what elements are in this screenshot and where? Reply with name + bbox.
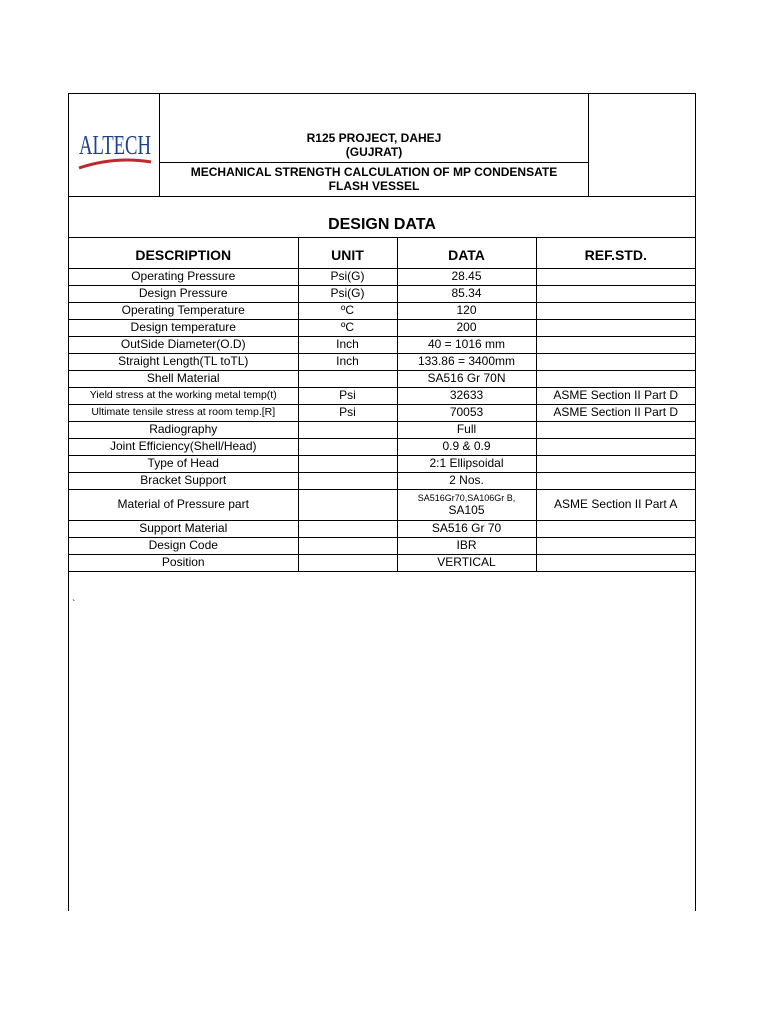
row-data: 0.9 & 0.9: [397, 438, 536, 455]
row-ref: [536, 455, 695, 472]
table-row: [69, 438, 695, 455]
row-ref: [536, 537, 695, 554]
calculation-title: [160, 162, 588, 193]
row-data: IBR: [397, 537, 536, 554]
section-title-text: DESIGN DATA: [328, 216, 436, 233]
row-ref: [536, 520, 695, 537]
row-data: 2:1 Ellipsoidal: [397, 455, 536, 472]
table-row: [69, 520, 695, 537]
row-data: VERTICAL: [397, 554, 536, 571]
row-ref: [536, 319, 695, 336]
document-sheet: [68, 93, 696, 911]
row-description: Position: [69, 554, 298, 571]
row-description: Design Pressure: [69, 285, 298, 302]
row-unit: [298, 554, 397, 571]
column-header-data: DATA: [397, 237, 536, 268]
table-row: [69, 387, 695, 404]
row-description: Shell Material: [69, 370, 298, 387]
project-line-1: R125 PROJECT, DAHEJ: [306, 131, 442, 145]
table-row: [69, 554, 695, 571]
row-description: Straight Length(TL toTL): [69, 353, 298, 370]
table-row: [69, 472, 695, 489]
logo-cell: [69, 94, 160, 196]
row-description: Material of Pressure part: [69, 489, 298, 520]
row-unit: Psi(G): [298, 268, 397, 285]
row-unit: [298, 421, 397, 438]
table-row: [69, 537, 695, 554]
row-ref: [536, 554, 695, 571]
row-description: Design Code: [69, 537, 298, 554]
row-data: 70053: [397, 404, 536, 421]
table-row: [69, 302, 695, 319]
row-unit: [298, 520, 397, 537]
header-block: [69, 94, 695, 197]
row-ref: ASME Section II Part D: [536, 404, 695, 421]
row-ref: [536, 438, 695, 455]
row-data: [397, 489, 536, 520]
row-unit: Psi(G): [298, 285, 397, 302]
logo-text: ALTECH: [79, 130, 151, 160]
row-unit: Psi: [298, 387, 397, 404]
row-ref: [536, 421, 695, 438]
row-data: SA516 Gr 70: [397, 520, 536, 537]
row-data: 133.86 = 3400mm: [397, 353, 536, 370]
design-data-table: [69, 237, 695, 572]
table-row: [69, 336, 695, 353]
row-ref: [536, 268, 695, 285]
table-row: [69, 319, 695, 336]
column-header-unit: UNIT: [298, 237, 397, 268]
row-data: 200: [397, 319, 536, 336]
row-unit: Inch: [298, 336, 397, 353]
logo-swoosh: [79, 160, 151, 168]
row-ref: [536, 353, 695, 370]
row-data: Full: [397, 421, 536, 438]
row-unit: Psi: [298, 404, 397, 421]
row-description: Support Material: [69, 520, 298, 537]
row-unit: Inch: [298, 353, 397, 370]
table-row: [69, 404, 695, 421]
row-ref: [536, 336, 695, 353]
row-unit: [298, 438, 397, 455]
project-title: [160, 131, 588, 159]
table-row: [69, 455, 695, 472]
table-row: [69, 370, 695, 387]
row-description: Design temperature: [69, 319, 298, 336]
row-data: 40 = 1016 mm: [397, 336, 536, 353]
row-unit: [298, 455, 397, 472]
table-row: [69, 285, 695, 302]
row-ref: [536, 302, 695, 319]
row-data-line-2: SA105: [448, 503, 485, 517]
row-data: 85.34: [397, 285, 536, 302]
row-description: Radiography: [69, 421, 298, 438]
altech-logo: [77, 116, 153, 178]
row-unit: [298, 370, 397, 387]
row-description: Operating Temperature: [69, 302, 298, 319]
row-data: 120: [397, 302, 536, 319]
table-row: [69, 353, 695, 370]
calc-line-1: MECHANICAL STRENGTH CALCULATION OF MP CONDENSATE: [190, 165, 558, 179]
table-row: [69, 268, 695, 285]
row-ref: ASME Section II Part D: [536, 387, 695, 404]
row-data: 28.45: [397, 268, 536, 285]
row-ref: ASME Section II Part A: [536, 489, 695, 520]
column-header-description: DESCRIPTION: [69, 237, 298, 268]
calc-line-2: FLASH VESSEL: [328, 179, 420, 193]
row-description: Yield stress at the working metal temp(t): [69, 387, 298, 404]
row-description: Bracket Support: [69, 472, 298, 489]
table-header-row: [69, 237, 695, 268]
row-description: Operating Pressure: [69, 268, 298, 285]
project-line-2: (GUJRAT): [345, 145, 403, 159]
row-description: Joint Efficiency(Shell/Head): [69, 438, 298, 455]
row-unit: [298, 472, 397, 489]
row-data: SA516 Gr 70N: [397, 370, 536, 387]
row-unit: [298, 489, 397, 520]
row-ref: [536, 370, 695, 387]
row-ref: [536, 285, 695, 302]
row-unit: ºC: [298, 319, 397, 336]
table-row: [69, 421, 695, 438]
table-row: [69, 489, 695, 520]
blank-header-cell: [589, 94, 695, 196]
row-data: 32633: [397, 387, 536, 404]
row-unit: [298, 537, 397, 554]
column-header-ref: REF.STD.: [536, 237, 695, 268]
section-title: [69, 197, 695, 238]
row-description: Type of Head: [69, 455, 298, 472]
row-unit: ºC: [298, 302, 397, 319]
row-description: OutSide Diameter(O.D): [69, 336, 298, 353]
row-data: 2 Nos.: [397, 472, 536, 489]
row-ref: [536, 472, 695, 489]
title-cell: [160, 94, 589, 196]
row-description: Ultimate tensile stress at room temp.[R]: [69, 404, 298, 421]
stray-mark: `: [72, 599, 76, 610]
row-data-line-1: SA516Gr70,SA106Gr B,: [417, 493, 516, 503]
